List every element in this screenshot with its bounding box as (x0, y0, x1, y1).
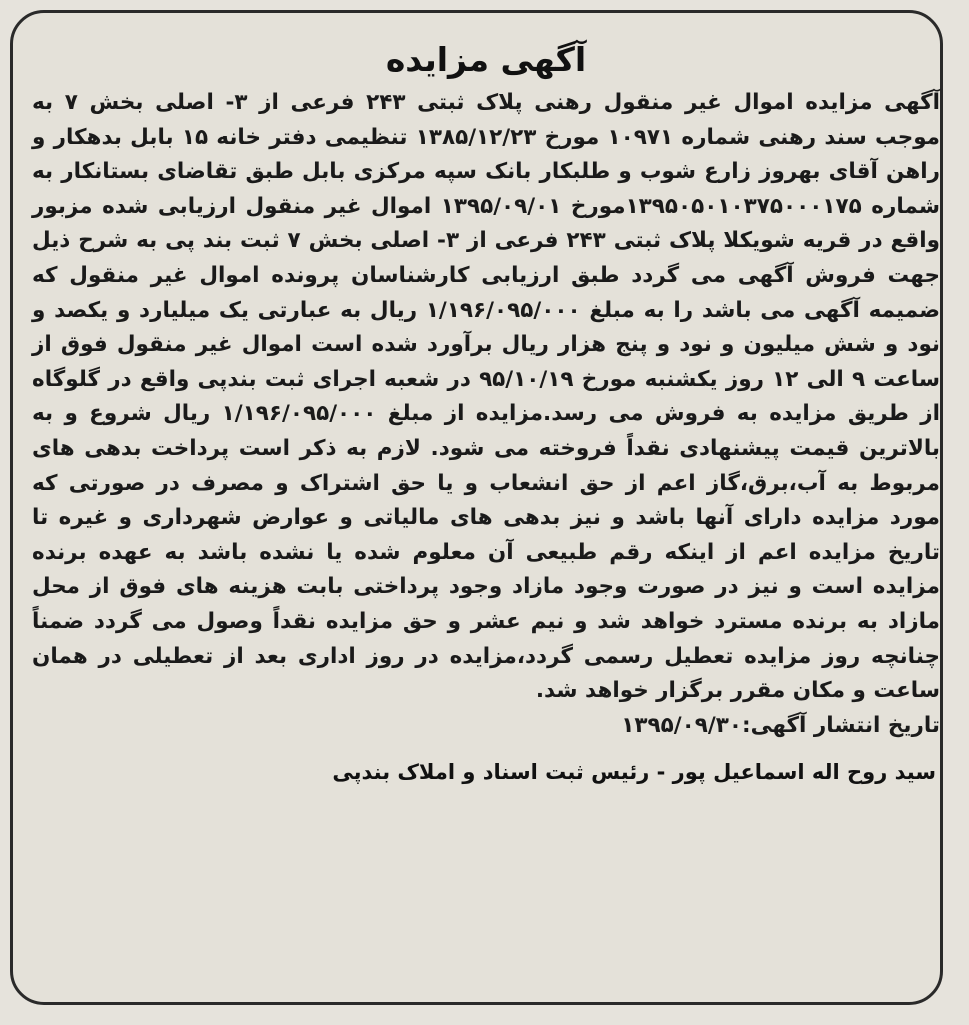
publish-date-label: تاریخ انتشار آگهی: (741, 712, 940, 738)
notice-content (32, 38, 940, 789)
notice-title: آگهی مزایده (385, 40, 587, 79)
publish-date-line (32, 709, 940, 743)
notice-body: آگهی مزایده اموال غیر منقول رهنی پلاک ثبتی ۲۴۳ فرعی از ۳- اصلی بخش ۷ به موجب سند رهنی شماره ۱۰۹۷۱ مورخ ۱۳۸۵/۱۲/۲۳ تنظیمی دفتر خانه ۱۵ بابل بدهکار و راهن آقای بهروز زارع شوب و طلبکار بانک سپه مرکزی بابل طبق تقاضای بستانکار به شماره ۱۳۹۵۰۵۰۱۰۳۷۵۰۰۰۱۷۵مورخ ۱۳۹۵/۰۹/۰۱ اموال غیر منقول ارزیابی شده مزبور واقع در قریه شویکلا پلاک ثبتی ۲۴۳ فرعی از ۳- اصلی بخش ۷ ثبت بند پی به شرح ذیل جهت فروش آگهی می گردد طبق ارزیابی کارشناسان پرونده اموال غیر منقول که ضمیمه آگهی می باشد را به مبلغ ۱/۱۹۶/۰۹۵/۰۰۰ ریال به عبارتی یک میلیارد و یکصد و نود و شش میلیون و نود و پنج هزار ریال برآورد شده است اموال غیر منقول فوق از ساعت ۹ الی ۱۲ روز یکشنبه مورخ ۹۵/۱۰/۱۹ در شعبه اجرای ثبت بندپی واقع در گلوگاه از طریق مزایده به فروش می رسد.مزایده از مبلغ ۱/۱۹۶/۰۹۵/۰۰۰ ریال شروع و به بالاترین قیمت پیشنهادی نقداً فروخته می شود. لازم به ذکر است پرداخت بدهی های مربوط به آب،برق،گاز اعم از حق انشعاب و یا حق اشتراک و مصرف در صورتی که مورد مزایده دارای آنها باشد و نیز بدهی های مالیاتی و عوارض شهرداری و غیره تا تاریخ مزایده اعم از اینکه رقم طبیعی آن معلوم شده یا نشده باشد به عهده برنده مزایده است و نیز در صورت وجود مازاد وجود پرداختی بابت هزینه های فوق از محل مازاد به برنده مسترد خواهد شد و نیم عشر و حق مزایده نقداً وصول می گردد ضمناً چنانچه روز مزایده تعطیل رسمی گردد،مزایده در روز اداری بعد از تعطیلی در همان ساعت و مکان مقرر برگزار خواهد شد. (32, 90, 941, 704)
signature-line: سید روح اله اسماعیل پور - رئیس ثبت اسناد و املاک بندپی (332, 759, 936, 784)
publish-date-value: ۱۳۹۵/۰۹/۳۰ (621, 712, 742, 738)
